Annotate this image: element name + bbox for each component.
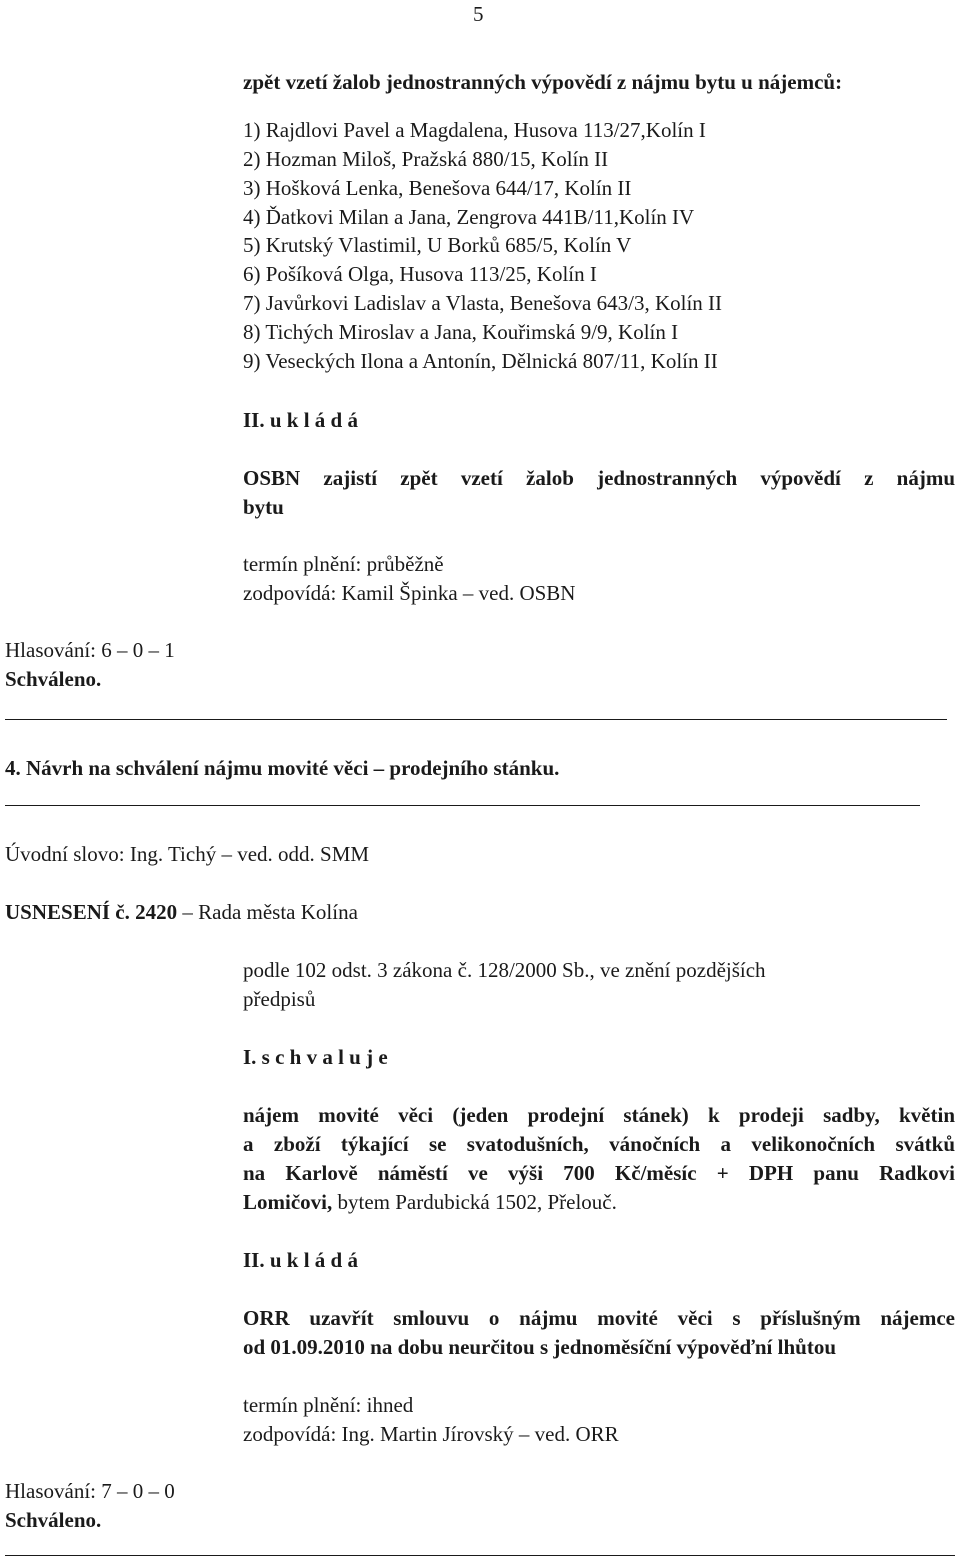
- section2-i-line3: na Karlově náměstí ve výši 700 Kč/měsíc + DPH panu Radkovi: [243, 1161, 955, 1185]
- divider: [5, 805, 920, 806]
- divider: [5, 1555, 955, 1556]
- section1-responsible: zodpovídá: Kamil Špinka – ved. OSBN: [243, 581, 576, 605]
- resolution-line: [5, 900, 358, 925]
- section2-vote: Hlasování: 7 – 0 – 0: [5, 1479, 175, 1503]
- resolution-body: – Rada města Kolína: [177, 900, 358, 924]
- section2-approved: Schváleno.: [5, 1508, 102, 1532]
- divider: [5, 719, 947, 720]
- list-item: 8) Tichých Miroslav a Jana, Kouřimská 9/9, Kolín I: [243, 320, 679, 344]
- resolution-number: USNESENÍ č. 2420: [5, 900, 178, 924]
- list-item: 2) Hozman Miloš, Pražská 880/15, Kolín II: [243, 147, 609, 171]
- section2-ii-line2: od 01.09.2010 na dobu neurčitou s jednoměsíční výpověďní lhůtou: [243, 1335, 837, 1359]
- legal-basis-line2: předpisů: [243, 987, 316, 1011]
- section1-ii-heading: II. u k l á d á: [243, 408, 358, 432]
- section2-responsible: zodpovídá: Ing. Martin Jírovský – ved. ORR: [243, 1422, 619, 1446]
- section2-deadline: termín plnění: ihned: [243, 1393, 414, 1417]
- section1-ii-text-line1: OSBN zajistí zpět vzetí žalob jednostranných výpovědí z nájmu: [243, 466, 955, 490]
- section2-i-heading: I. s c h v a l u j e: [243, 1045, 388, 1069]
- section2-i-line2: a zboží týkající se svatodušních, vánočních a velikonočních svátků: [243, 1132, 955, 1156]
- list-item: 6) Pošíková Olga, Husova 113/25, Kolín I: [243, 262, 597, 286]
- list-item: 5) Krutský Vlastimil, U Borků 685/5, Kolín V: [243, 233, 632, 257]
- list-item: 3) Hošková Lenka, Benešova 644/17, Kolín II: [243, 176, 632, 200]
- list-item: 1) Rajdlovi Pavel a Magdalena, Husova 113/27,Kolín I: [243, 118, 706, 142]
- legal-basis-line1: podle 102 odst. 3 zákona č. 128/2000 Sb., ve znění pozdějších: [243, 958, 766, 982]
- section2-ii-heading: II. u k l á d á: [243, 1248, 358, 1272]
- tenant-address: bytem Pardubická 1502, Přelouč.: [332, 1190, 617, 1214]
- section2-intro: Úvodní slovo: Ing. Tichý – ved. odd. SMM: [5, 842, 370, 866]
- section2-ii-line1: ORR uzavřít smlouvu o nájmu movité věci s příslušným nájemce: [243, 1306, 955, 1330]
- section1-deadline: termín plnění: průběžně: [243, 552, 444, 576]
- section2-title: 4. Návrh na schválení nájmu movité věci – prodejního stánku.: [5, 756, 560, 780]
- list-item: 9) Veseckých Ilona a Antonín, Dělnická 807/11, Kolín II: [243, 349, 718, 373]
- section1-vote: Hlasování: 6 – 0 – 1: [5, 638, 175, 662]
- section1-heading: zpět vzetí žalob jednostranných výpovědí z nájmu bytu u nájemců:: [243, 70, 843, 94]
- list-item: 4) Ďatkovi Milan a Jana, Zengrova 441B/11,Kolín IV: [243, 205, 695, 229]
- tenant-name: Lomičovi,: [243, 1190, 333, 1214]
- list-item: 7) Javůrkovi Ladislav a Vlasta, Benešova 643/3, Kolín II: [243, 291, 723, 315]
- page-number: 5: [473, 2, 484, 26]
- section1-ii-text-line2: bytu: [243, 495, 284, 519]
- section2-i-line4: [243, 1190, 617, 1215]
- section1-approved: Schváleno.: [5, 667, 102, 691]
- section2-i-line1: nájem movité věci (jeden prodejní stánek) k prodeji sadby, květin: [243, 1103, 955, 1127]
